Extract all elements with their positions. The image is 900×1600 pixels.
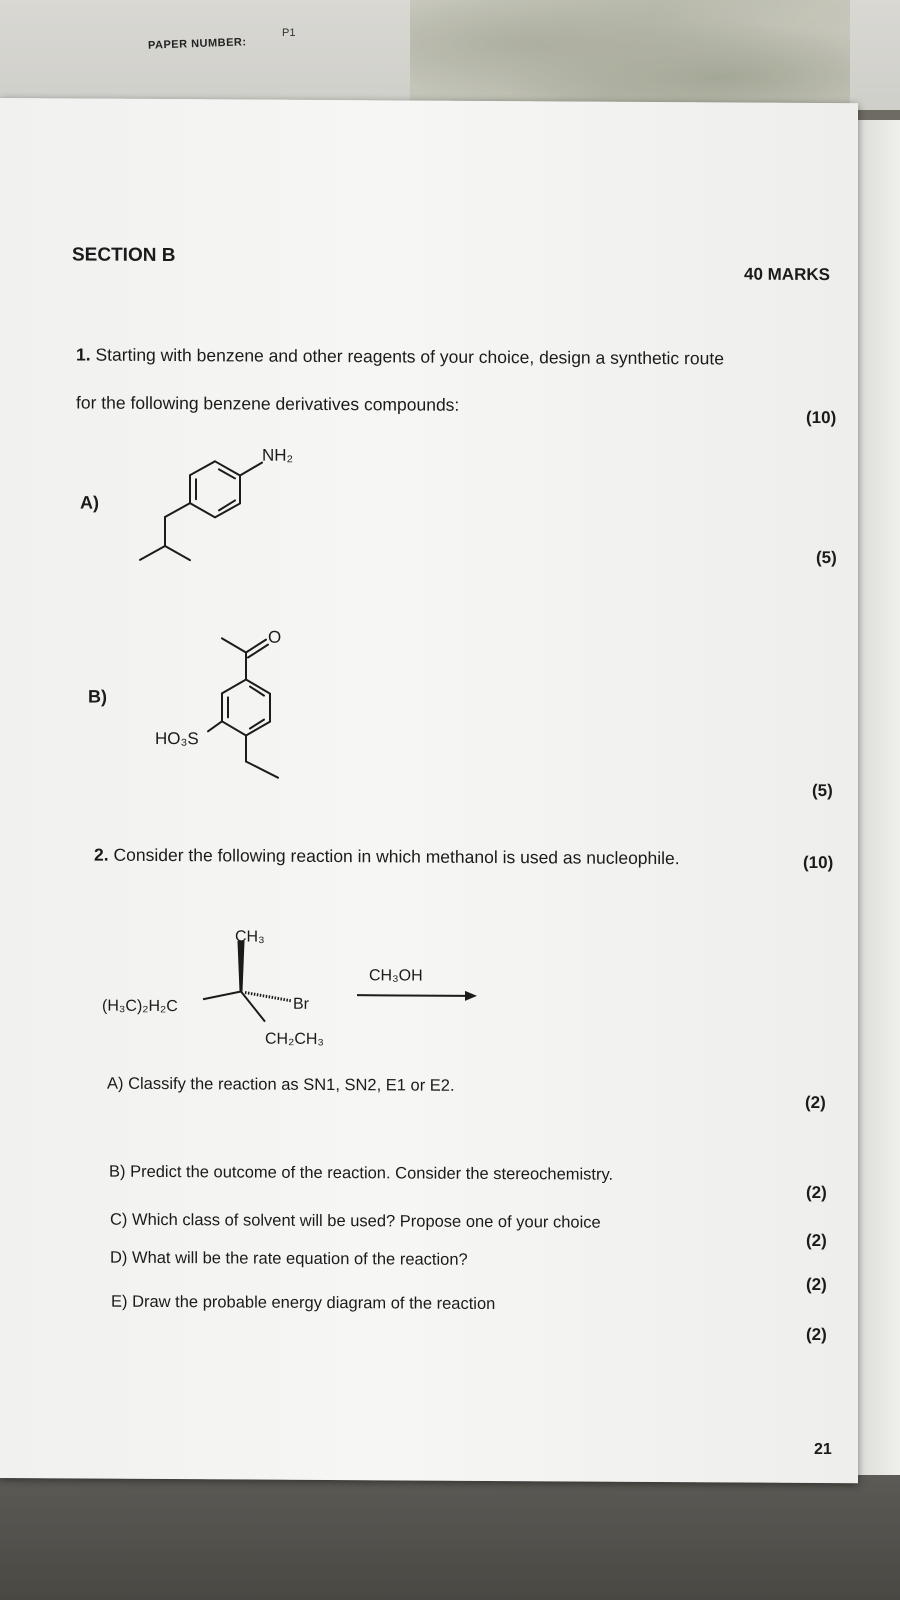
reagent-methanol: CH₃OH bbox=[369, 967, 423, 985]
exam-page bbox=[0, 98, 858, 1483]
benzene-ring-b bbox=[222, 679, 270, 735]
question-1-text-line2: for the following benzene derivatives compounds: bbox=[76, 392, 460, 415]
substituent-isobutyl: (H₃C)₂H₂C bbox=[102, 997, 178, 1016]
compound-b-structure bbox=[150, 619, 310, 795]
q2-part-e-text: E) Draw the probable energy diagram of the reaction bbox=[111, 1292, 496, 1314]
q2-part-e-marks: (2) bbox=[806, 1324, 827, 1345]
question-2-marks: (10) bbox=[803, 852, 834, 873]
q1-part-b-marks: (5) bbox=[812, 780, 833, 801]
q2-part-c-marks: (2) bbox=[806, 1230, 827, 1251]
substituent-ch3: CH₃ bbox=[235, 928, 265, 946]
q2-part-a-text: A) Classify the reaction as SN1, SN2, E1 or E2. bbox=[107, 1074, 455, 1095]
reaction-arrow bbox=[357, 995, 465, 996]
q2-part-b-text: B) Predict the outcome of the reaction. Consider the stereochemistry. bbox=[109, 1162, 614, 1184]
section-title: SECTION B bbox=[72, 244, 176, 267]
paper-number-label: PAPER NUMBER: bbox=[147, 36, 247, 52]
substituent-ethyl: CH₂CH₃ bbox=[265, 1030, 324, 1048]
q2-part-d-text: D) What will be the rate equation of the reaction? bbox=[110, 1248, 468, 1269]
question-2-text: Consider the following reaction in which methanol is used as nucleophile. bbox=[113, 844, 680, 869]
q1-part-a-marks: (5) bbox=[816, 547, 837, 568]
paper-number-value: P1 bbox=[282, 27, 296, 39]
substituent-br: Br bbox=[293, 995, 309, 1013]
benzene-ring-a bbox=[190, 461, 240, 517]
q1-part-b-label: B) bbox=[88, 686, 107, 707]
compound-b-so3h-label: HO₃S bbox=[155, 728, 199, 749]
question-1-number: 1. bbox=[76, 344, 91, 365]
background-table bbox=[0, 1475, 900, 1600]
hash-bond bbox=[245, 992, 291, 1000]
reaction-scheme bbox=[95, 919, 495, 1061]
page-number: 21 bbox=[814, 1440, 832, 1459]
question-2-line bbox=[94, 845, 680, 870]
wedge-bond bbox=[238, 941, 244, 991]
compound-a-structure bbox=[120, 424, 320, 575]
q2-part-a-marks: (2) bbox=[805, 1092, 826, 1113]
question-1-text-line1: Starting with benzene and other reagents of your choice, design a synthetic route bbox=[95, 344, 724, 369]
section-marks: 40 MARKS bbox=[744, 264, 830, 285]
question-1-line1 bbox=[76, 344, 724, 369]
compound-b-oxygen-label: O bbox=[268, 627, 282, 647]
q1-part-a-label: A) bbox=[80, 492, 99, 513]
question-1-marks: (10) bbox=[806, 407, 837, 428]
compound-a-nh2-label: NH₂ bbox=[262, 445, 294, 465]
background-map-image bbox=[410, 0, 850, 110]
question-2-number: 2. bbox=[94, 844, 109, 865]
q2-part-d-marks: (2) bbox=[806, 1274, 827, 1295]
q2-part-c-text: C) Which class of solvent will be used? Propose one of your choice bbox=[110, 1210, 601, 1232]
q2-part-b-marks: (2) bbox=[806, 1182, 827, 1203]
